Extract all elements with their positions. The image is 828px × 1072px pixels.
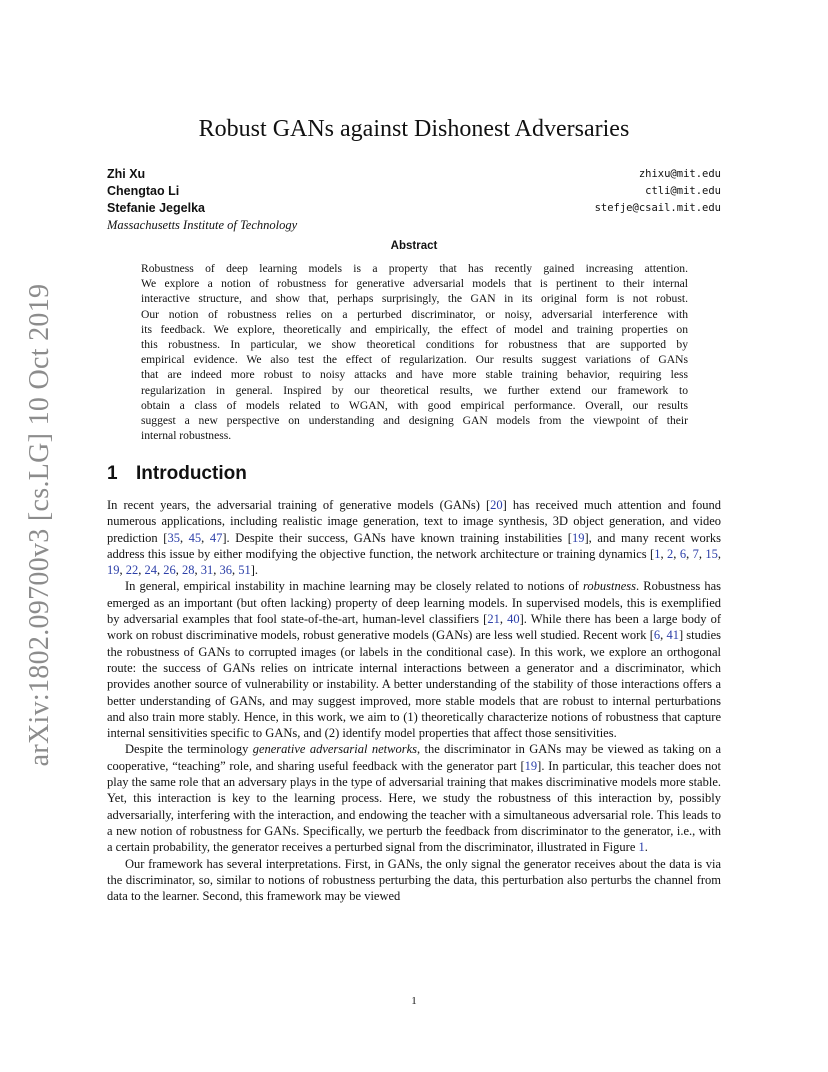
text-run: , (698, 546, 706, 561)
citation-link[interactable]: 15 (705, 546, 718, 561)
emphasis-text: generative adversarial networks (252, 742, 417, 757)
text-run: ] studies the robustness of GANs to corrupted images (or labels in the conditional case). In this work, we explore an orthogonal route: the success of GANs relies on intricate internal interactions between a generator and a discriminator, which provides another source of vulnerability or instability. A better understanding of the stability of those interactions offers a better understanding of GANs, and may suggest improved, more stable models that are robust to internal perturbations and also train more stably. Hence, in this work, we aim to (1) theoretically characterize notions of robustness that capture internal sensitivities specific to GANs, and (2) identify model properties that affect those sensitivities. (107, 628, 722, 741)
text-run: , (673, 546, 680, 561)
author-row (107, 166, 721, 183)
text-run: , (138, 563, 145, 578)
text-run: ]. Despite their success, GANs have known training instabilities [ (222, 530, 572, 545)
citation-link[interactable]: 21 (487, 612, 500, 627)
citation-link[interactable]: 51 (238, 563, 251, 578)
text-run: , (686, 546, 693, 561)
author-name: Chengtao Li (107, 184, 180, 198)
abstract-line: interactive structure, and show that, perhaps surprisingly, the GAN in its original form is not robust. (141, 292, 688, 306)
text-run: , (660, 628, 667, 643)
abstract-heading: Abstract (390, 240, 438, 252)
author-name: Stefanie Jegelka (107, 201, 205, 215)
body-paragraph (107, 856, 721, 905)
text-run: ], and many recent works address this issue by either modifying the objective function, the network architecture or training dynamics [ (107, 530, 721, 561)
citation-link[interactable]: 41 (666, 628, 679, 643)
citation-link[interactable]: 40 (507, 612, 520, 627)
abstract-line: internal robustness. (141, 429, 232, 443)
citation-link[interactable]: 26 (163, 563, 176, 578)
text-run: In general, empirical instability in machine learning may be closely related to notions of (125, 579, 583, 594)
abstract-line: that are indeed more robust to noisy attacks and have more stable training behavior, requiring less (141, 368, 688, 382)
abstract-line: empirical evidence. We also test the effect of regularization. Our results suggest variations of GANs (141, 353, 688, 367)
citation-link[interactable]: 45 (188, 530, 202, 545)
text-run: , the discriminator in GANs may be viewed as taking on a cooperative, “teaching” role, and sharing useful feedback with the generator part [ (107, 742, 722, 773)
abstract-line: this robustness. In particular, we show theoretical conditions for robustness that are supported by (141, 338, 688, 352)
citation-link[interactable]: 47 (209, 530, 223, 545)
author-block (107, 166, 721, 234)
author-email[interactable]: stefje@csail.mit.edu (594, 202, 721, 214)
arxiv-identifier: arXiv:1802.09700v3 [cs.LG] 10 Oct 2019 (24, 283, 55, 767)
citation-link[interactable]: 1 (654, 546, 661, 561)
text-run: ]. While there has been a large body of work on robust discriminative models, robust generative models (GANs) are less well studied. Recent work [ (107, 612, 722, 643)
text-run: , (119, 563, 126, 578)
text-run: , (232, 563, 239, 578)
author-row (107, 183, 721, 200)
text-run: . Robustness has emerged as an important (but often lacking) property of deep learning models. In supervised models, this is exemplified by adversarial examples that fool state-of-the-art, human-level classifiers [ (107, 579, 721, 627)
author-email[interactable]: zhixu@mit.edu (638, 168, 721, 180)
body-paragraph (107, 578, 721, 741)
text-run: , (157, 563, 164, 578)
emphasis-text: robustness (582, 579, 636, 594)
citation-link[interactable]: 24 (144, 563, 157, 578)
page-number: 1 (411, 995, 417, 1007)
abstract-line: suggest a new perspective on understanding and designing GAN models from the viewpoint of their (141, 414, 688, 428)
citation-link[interactable]: 22 (125, 563, 139, 578)
citation-link[interactable]: 19 (524, 758, 538, 773)
text-run: In recent years, the adversarial training of generative models (GANs) [ (107, 498, 491, 512)
text-run: Our framework has several interpretations. First, in GANs, the only signal the generator receives about the data is via the discriminator, so, similar to notions of robustness perturbing the data, this perturbation also perturbs the channel from data to the learner. Second, this framework may be viewed (107, 856, 721, 904)
citation-link[interactable]: 7 (692, 546, 699, 561)
citation-link[interactable]: 6 (653, 628, 661, 643)
abstract-text (141, 261, 688, 443)
text-run: , (201, 530, 210, 545)
citation-link[interactable]: 28 (182, 563, 195, 578)
section-heading (107, 463, 247, 485)
body-paragraph (107, 741, 721, 855)
text-run: , (717, 546, 722, 561)
abstract-line: its feedback. We explore, theoretically and empirically, the effect of model and training properties on (141, 322, 688, 336)
text-run: , (499, 612, 508, 627)
text-run: , (660, 546, 668, 561)
text-run: , (213, 563, 220, 578)
paper-title: Robust GANs against Dishonest Adversaries (198, 116, 630, 142)
abstract-line: We explore a notion of robustness for generative adversarial models that is pertinent to their internal (141, 277, 688, 291)
text-run: , (175, 563, 182, 578)
text-run: , (194, 563, 201, 578)
text-run: ]. (250, 563, 259, 578)
citation-link[interactable]: 19 (571, 530, 585, 545)
citation-link[interactable]: 20 (490, 498, 503, 512)
text-run: . (644, 840, 648, 855)
text-run: Despite the terminology (125, 742, 253, 757)
citation-link[interactable]: 36 (219, 563, 232, 578)
citation-link[interactable]: 2 (667, 546, 674, 561)
citation-link[interactable]: 6 (679, 546, 687, 561)
text-run: ] has received much attention and found numerous applications, including realistic image generation, text to image synthesis, 3D object generation, and video prediction [ (107, 498, 721, 545)
citation-link[interactable]: 19 (107, 563, 120, 578)
section-title: Introduction (136, 463, 247, 484)
section-number: 1 (107, 463, 118, 484)
abstract-line: obtain a class of models related to WGAN, with good empirical performance. Overall, our results (141, 398, 688, 412)
author-row (107, 200, 721, 217)
abstract-line: Robustness of deep learning models is a property that has recently gained increasing attention. (141, 262, 688, 275)
affiliation: Massachusetts Institute of Technology (107, 218, 298, 232)
citation-link[interactable]: 31 (200, 563, 214, 578)
citation-link[interactable]: 35 (167, 530, 180, 545)
body-paragraph (107, 497, 721, 578)
author-email[interactable]: ctli@mit.edu (645, 185, 721, 197)
abstract-line: Our notion of robustness relies on a perturbed discriminator, or noisy, adversarial interference with (141, 307, 688, 321)
text-run: ]. In particular, this teacher does not play the same role that an adversary plays in the type of adversarial training that makes discriminative models more stable. Yet, this interaction is key to the learning process. Here, we study the robustness of this interaction by, possibly adversarially, interfering with the interaction, and endowing the teacher with a simultaneous adversarial role. This leads to a new notion of robustness for GANs. Specifically, we perturb the feedback from discriminator to the generator, i.e., with a certain probability, the generator receives a perturbed signal from the discriminator, illustrated in Figure (107, 758, 721, 855)
citation-link[interactable]: 1 (638, 840, 645, 855)
author-name: Zhi Xu (107, 167, 146, 181)
text-run: , (179, 530, 189, 545)
body-text (107, 497, 721, 904)
abstract-line: regularization in general. Inspired by our theoretical results, we further extend our framework to (141, 383, 688, 397)
